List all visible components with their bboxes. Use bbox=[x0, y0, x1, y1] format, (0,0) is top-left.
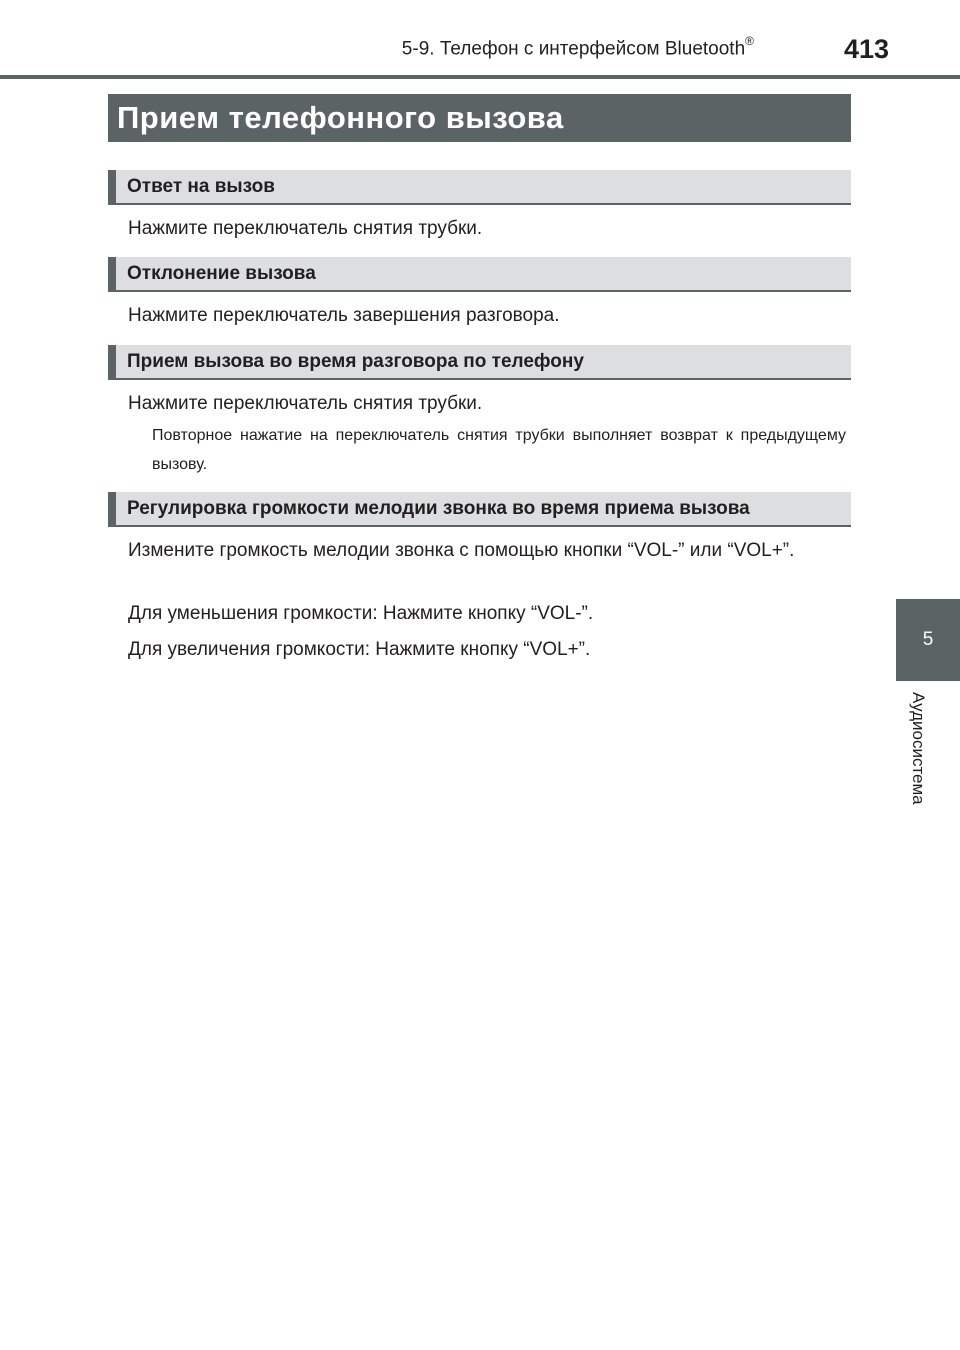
section-note-call-waiting: Повторное нажатие на переключатель снятия трубки выполняет возврат к предыдущему вызову. bbox=[152, 427, 846, 473]
chapter-tab-number: 5 bbox=[922, 629, 934, 650]
page-number: 413 bbox=[844, 34, 890, 64]
trademark-symbol: ® bbox=[745, 34, 754, 48]
section-heading-answer-call: Ответ на вызов bbox=[108, 170, 851, 205]
header-divider bbox=[0, 75, 960, 79]
volume-up-instruction: Для увеличения громкости: Нажмите кнопку “VOL+”. bbox=[128, 639, 591, 660]
chapter-title bbox=[402, 36, 754, 60]
section-body-answer-call: Нажмите переключатель снятия трубки. bbox=[128, 218, 483, 239]
volume-down-instruction: Для уменьшения громкости: Нажмите кнопку “VOL-”. bbox=[128, 603, 594, 624]
section-body-call-waiting: Нажмите переключатель снятия трубки. bbox=[128, 393, 483, 414]
page-title: Прием телефонного вызова bbox=[108, 94, 851, 142]
section-heading-ringtone-volume: Регулировка громкости мелодии звонка во время приема вызова bbox=[108, 492, 851, 527]
chapter-tab-label: Аудиосистема bbox=[909, 692, 928, 805]
section-heading-reject-call: Отклонение вызова bbox=[108, 257, 851, 292]
section-body-reject-call: Нажмите переключатель завершения разговора. bbox=[128, 305, 560, 326]
chapter-tab[interactable] bbox=[896, 599, 960, 681]
chapter-title-text: 5-9. Телефон с интерфейсом Bluetooth bbox=[401, 38, 746, 60]
section-heading-call-waiting: Прием вызова во время разговора по телефону bbox=[108, 345, 851, 380]
section-body-ringtone-volume: Измените громкость мелодии звонка с помощью кнопки “VOL-” или “VOL+”. bbox=[128, 540, 795, 561]
